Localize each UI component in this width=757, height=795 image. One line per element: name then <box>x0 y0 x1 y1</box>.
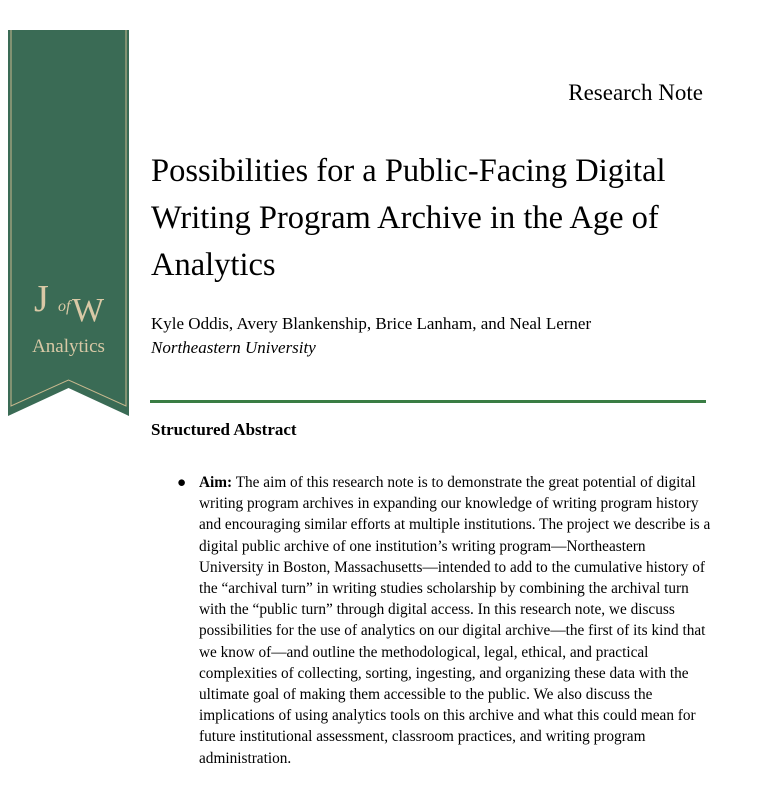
logo-letter-j: J <box>34 278 49 320</box>
journal-logo-analytics: Analytics <box>32 336 105 357</box>
article-type-label: Research Note <box>568 80 703 105</box>
abstract-item-text: The aim of this research note is to demonstrate the great potential of digital writing program archives in expanding our knowledge of writing program history and encouraging similar efforts at multiple institutions. The project we describe is a digital public archive of one institution’s writing program—Northeastern University in Boston, Massachusetts—intended to add to the cumulative history of the “archival turn” in writing studies scholarship by combining the archival turn with the “public turn” through digital access. In this research note, we discuss possibilities for the use of analytics on our digital archive—the first of its kind that we know of—and outline the methodological, legal, ethical, and practical complexities of collecting, sorting, ingesting, and organizing these data with the ultimate goal of making them accessible to the public. We also discuss the implications of using analytics tools on this archive and what this could mean for future institutional assessment, classroom practices, and writing program administration. <box>199 474 711 767</box>
author-list: Kyle Oddis, Avery Blankenship, Brice Lanham, and Neal Lerner <box>151 314 592 333</box>
abstract-list <box>151 472 711 769</box>
abstract-item-aim <box>151 472 711 769</box>
article-title: Possibilities for a Public-Facing Digital Writing Program Archive in the Age of Analytics <box>151 153 666 283</box>
ribbon-banner-shape <box>8 30 129 416</box>
logo-of: of <box>58 298 71 315</box>
bullet-icon: ● <box>177 474 187 491</box>
section-divider <box>150 400 706 403</box>
abstract-heading: Structured Abstract <box>151 420 297 439</box>
author-affiliation: Northeastern University <box>151 338 316 357</box>
abstract-item-label: Aim: <box>199 474 233 491</box>
logo-letter-w: W <box>72 292 105 329</box>
journal-ribbon <box>8 30 129 416</box>
journal-logo-mark <box>8 275 129 329</box>
